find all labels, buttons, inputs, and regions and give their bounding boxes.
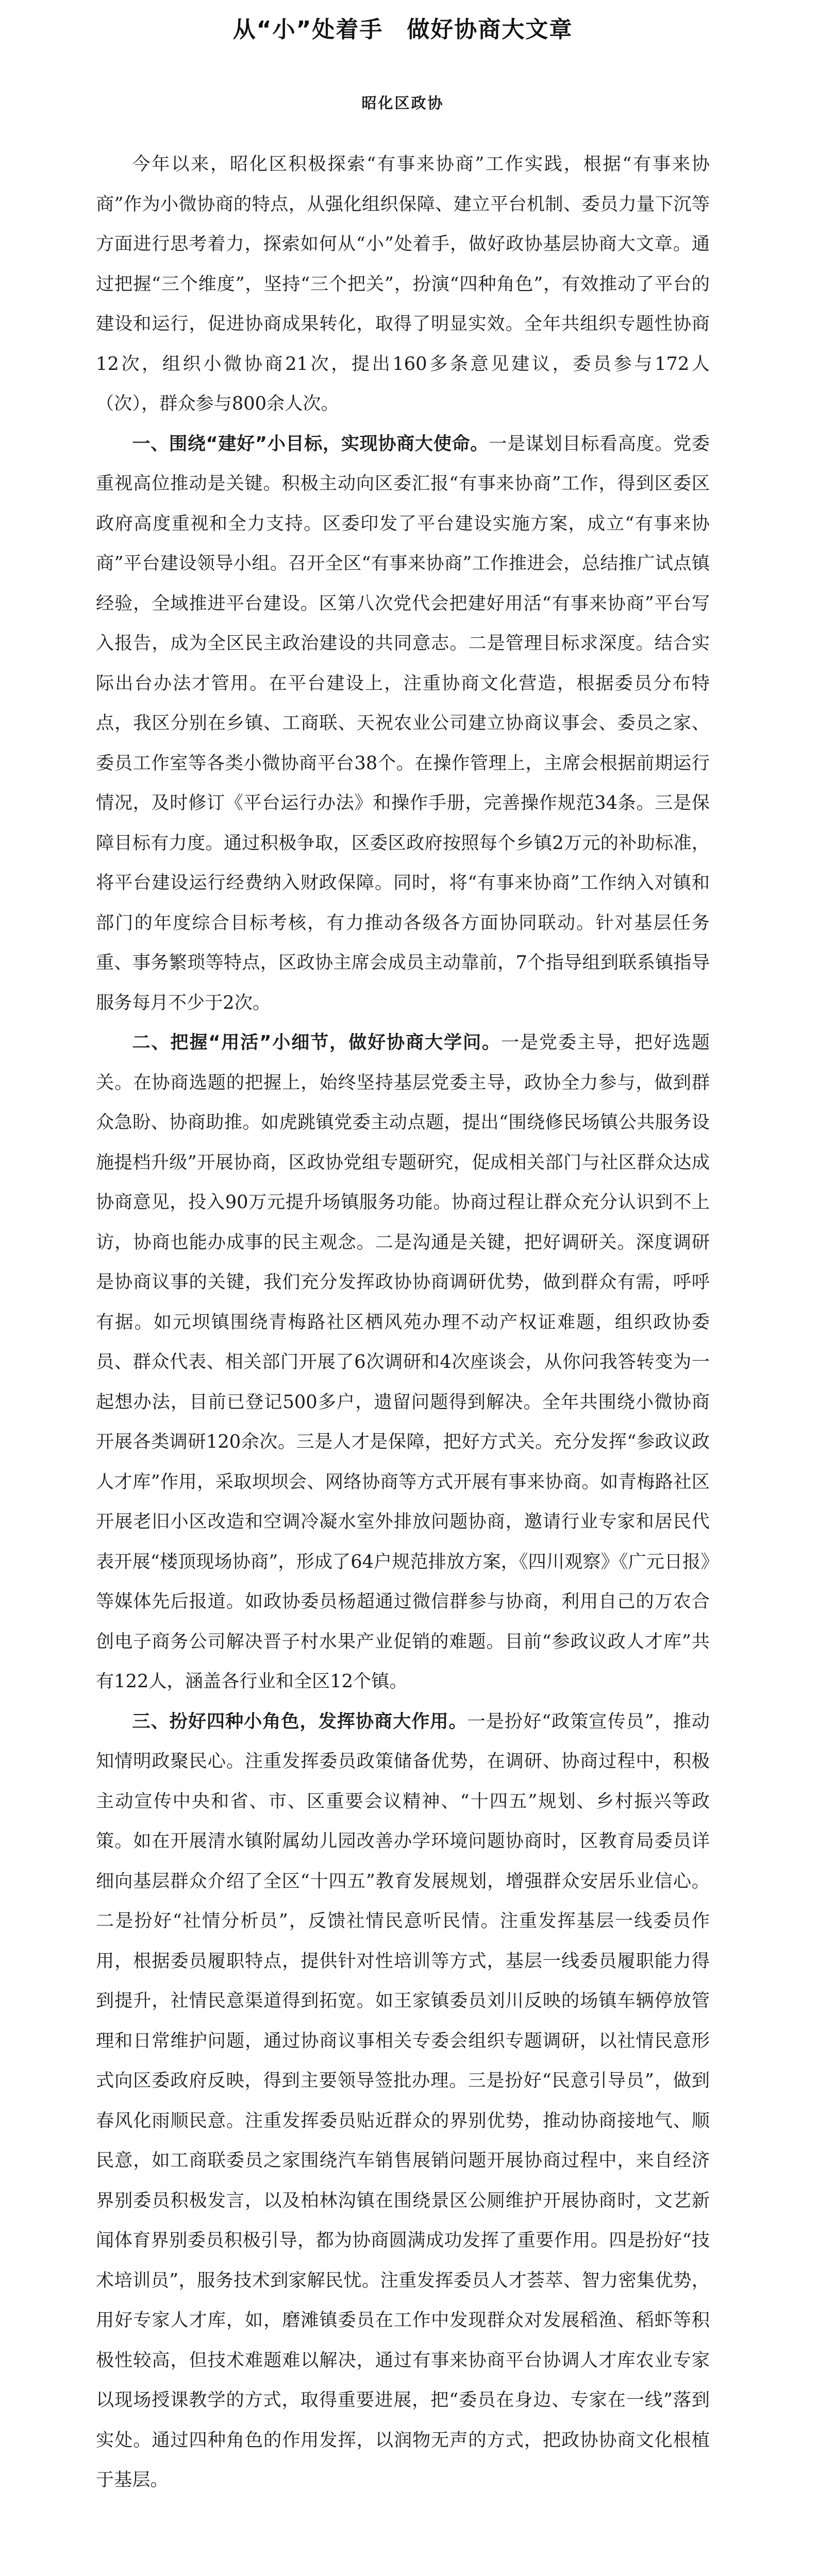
- article-title: 从“小”处着手 做好协商大文章: [232, 16, 573, 43]
- section-3-heading: 三、扮好四种小角色，发挥协商大作用。: [132, 1710, 468, 1732]
- section-2-paragraph: [96, 1023, 710, 1702]
- section-2-body: 一是党委主导，把好选题关。在协商选题的把握上，始终坚持基层党委主导，政协全力参与，做到群众急盼、协商助推。如虎跳镇党委主动点题，提出“围绕修民场镇公共服务设施提档升级”开展协商，区政协党组专题研究，促成相关部门与社区群众达成协商意见，投入90万元提升场镇服务功能。协商过程让群众充分认识到不上访，协商也能办成事的民主观念。二是沟通是关键，把好调研关。深度调研是协商议事的关键，我们充分发挥政协协商调研优势，做到群众有需，呼呼有据。如元坝镇围绕青梅路社区栖风苑办理不动产权证难题，组织政协委员、群众代表、相关部门开展了6次调研和4次座谈会，从你问我答转变为一起想办法，目前已登记500多户，遗留问题得到解决。全年共围绕小微协商开展各类调研120余次。三是人才是保障，把好方式关。充分发挥“参政议政人才库”作用，采取坝坝会、网络协商等方式开展有事来协商。如青梅路社区开展老旧小区改造和空调冷凝水室外排放问题协商，邀请行业专家和居民代表开展“楼顶现场协商”，形成了64户规范排放方案，《四川观察》《广元日报》等媒体先后报道。如政协委员杨超通过微信群参与协商，利用自己的万农合创电子商务公司解决晋子村水果产业促销的难题。目前“参政议政人才库”共有122人，涵盖各行业和全区12个镇。: [96, 1032, 710, 1692]
- section-3-paragraph: [96, 1702, 710, 2500]
- section-1-body: 一是谋划目标看高度。党委重视高位推动是关键。积极主动向区委汇报“有事来协商”工作，得到区委区政府高度重视和全力支持。区委印发了平台建设实施方案，成立“有事来协商”平台建设领导小组。召开全区“有事来协商”工作推进会，总结推广试点镇经验，全域推进平台建设。区第八次党代会把建好用活“有事来协商”平台写入报告，成为全区民主政治建设的共同意志。二是管理目标求深度。结合实际出台办法才管用。在平台建设上，注重协商文化营造，根据委员分布特点，我区分别在乡镇、工商联、天祝农业公司建立协商议事会、委员之家、委员工作室等各类小微协商平台38个。在操作管理上，主席会根据前期运行情况，及时修订《平台运行办法》和操作手册，完善操作规范34条。三是保障目标有力度。通过积极争取，区委区政府按照每个乡镇2万元的补助标准，将平台建设运行经费纳入财政保障。同时，将“有事来协商”工作纳入对镇和部门的年度综合目标考核，有力推动各级各方面协同联动。针对基层任务重、事务繁琐等特点，区政协主席会成员主动靠前，7个指导组到联系镇指导服务每月不少于2次。: [96, 433, 710, 1013]
- article-author: 昭化区政协: [361, 94, 444, 112]
- section-1-heading: 一、围绕“建好”小目标，实现协商大使命。: [132, 433, 489, 454]
- intro-paragraph: 今年以来，昭化区积极探索“有事来协商”工作实践，根据“有事来协商”作为小微协商的特点，从强化组织保障、建立平台机制、委员力量下沉等方面进行思考着力，探索如何从“小”处着手，做好政协基层协商大文章。通过把握“三个维度”，坚持“三个把关”，扮演“四种角色”，有效推动了平台的建设和运行，促进协商成果转化，取得了明显实效。全年共组织专题性协商12次，组织小微协商21次，提出160多条意见建议，委员参与172人（次），群众参与800余人次。: [96, 154, 710, 414]
- section-3-body: 一是扮好“政策宣传员”，推动知情明政聚民心。注重发挥委员政策储备优势，在调研、协商过程中，积极主动宣传中央和省、市、区重要会议精神、“十四五”规划、乡村振兴等政策。如在开展清水镇附属幼儿园改善办学环境问题协商时，区教育局委员详细向基层群众介绍了全区“十四五”教育发展规划，增强群众安居乐业信心。二是扮好“社情分析员”，反馈社情民意听民情。注重发挥基层一线委员作用，根据委员履职特点，提供针对性培训等方式，基层一线委员履职能力得到提升，社情民意渠道得到拓宽。如王家镇委员刘川反映的场镇车辆停放管理和日常维护问题，通过协商议事相关专委会组织专题调研，以社情民意形式向区委政府反映，得到主要领导签批办理。三是扮好“民意引导员”，做到春风化雨顺民意。注重发挥委员贴近群众的界别优势，推动协商接地气、顺民意，如工商联委员之家围绕汽车销售展销问题开展协商过程中，来自经济界别委员积极发言，以及柏林沟镇在围绕景区公厕维护开展协商时，文艺新闻体育界别委员积极引导，都为协商圆满成功发挥了重要作用。四是扮好“技术培训员”，服务技术到家解民忧。注重发挥委员人才荟萃、智力密集优势，用好专家人才库，如，磨滩镇委员在工作中发现群众对发展稻渔、稻虾等积极性较高，但技术难题难以解决，通过有事来协商平台协调人才库农业专家以现场授课教学的方式，取得重要进展，把“委员在身边、专家在一线”落到实处。通过四种角色的作用发挥，以润物无声的方式，把政协协商文化根植于基层。: [96, 1710, 710, 2490]
- section-1-paragraph: [96, 424, 710, 1023]
- section-2-heading: 二、把握“用活”小细节，做好协商大学问。: [132, 1032, 501, 1053]
- article-body: [96, 144, 710, 2500]
